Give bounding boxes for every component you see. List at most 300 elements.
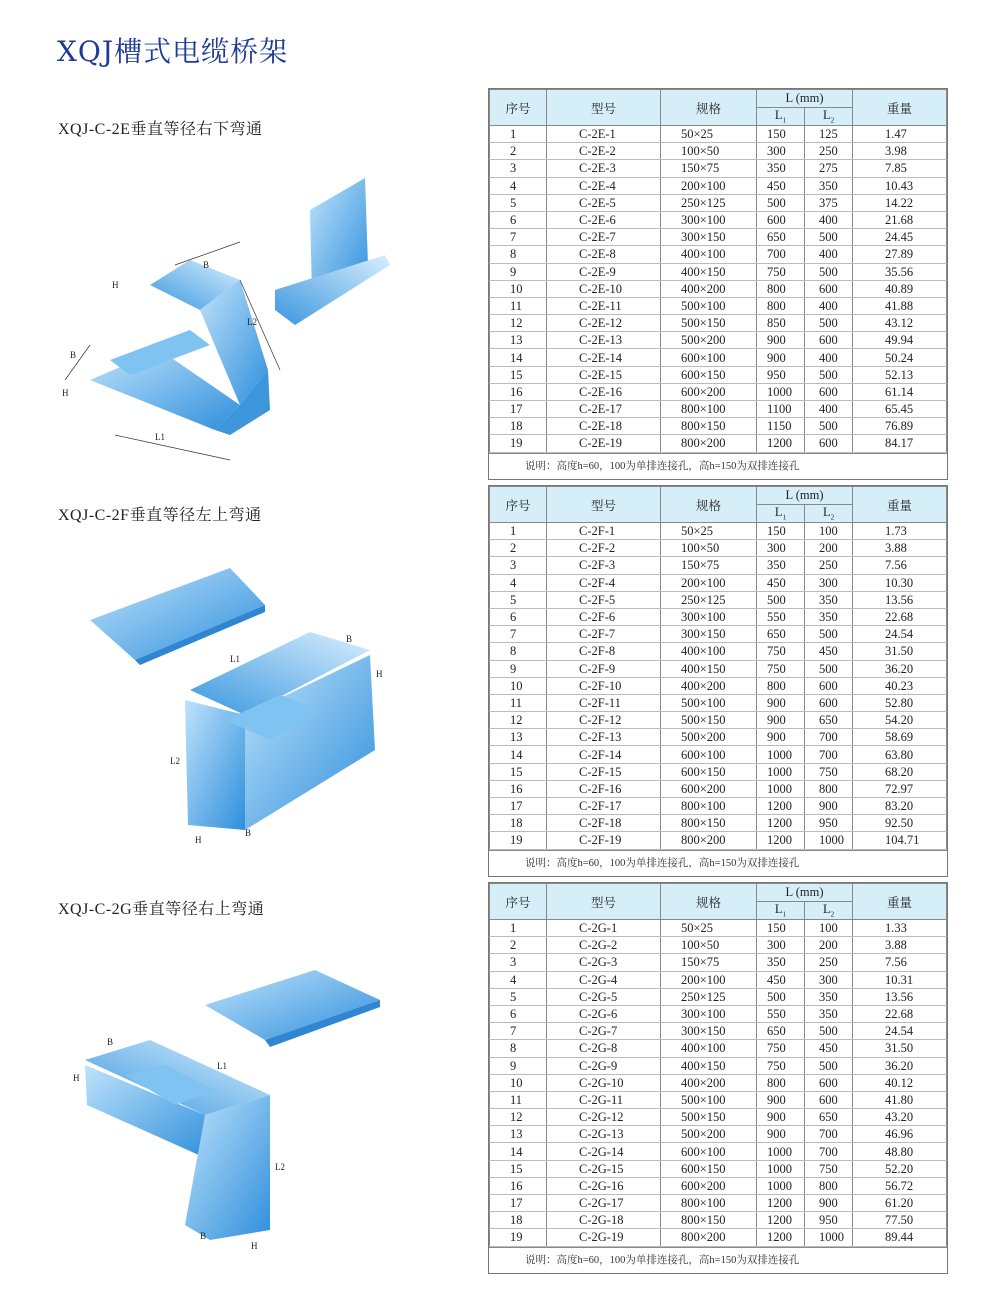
header-model: 型号 [547, 884, 661, 920]
cell-l1: 900 [757, 1109, 805, 1126]
cell-l1: 1000 [757, 383, 805, 400]
cell-l2: 400 [805, 297, 853, 314]
cell-l1: 750 [757, 1057, 805, 1074]
cell-model: C-2F-14 [547, 746, 661, 763]
cell-no: 13 [490, 1126, 547, 1143]
cell-l1: 650 [757, 1023, 805, 1040]
cell-model: C-2F-17 [547, 798, 661, 815]
cell-no: 1 [490, 126, 547, 143]
cell-weight: 49.94 [853, 332, 947, 349]
cell-l1: 1200 [757, 832, 805, 849]
cell-no: 3 [490, 160, 547, 177]
cell-l1: 900 [757, 712, 805, 729]
header-weight: 重量 [853, 884, 947, 920]
cell-l2: 800 [805, 780, 853, 797]
cell-model: C-2F-12 [547, 712, 661, 729]
page-title: XQJ槽式电缆桥架 [57, 35, 289, 68]
cell-no: 9 [490, 1057, 547, 1074]
table-row [490, 1229, 947, 1246]
dim-label-h: H [376, 669, 383, 679]
header-l2-text: L [822, 108, 831, 123]
cell-l2: 500 [805, 1023, 853, 1040]
cell-l2: 500 [805, 366, 853, 383]
dim-label-l2: L2 [170, 756, 180, 766]
cell-model: C-2E-16 [547, 383, 661, 400]
cell-weight: 63.80 [853, 746, 947, 763]
header-l1-sub: 1 [782, 513, 787, 522]
cell-model: C-2E-18 [547, 418, 661, 435]
cell-weight: 61.20 [853, 1195, 947, 1212]
cell-l2: 650 [805, 1109, 853, 1126]
cell-l1: 300 [757, 937, 805, 954]
cell-no: 8 [490, 246, 547, 263]
cell-no: 2 [490, 937, 547, 954]
header-l1-text: L [774, 505, 783, 520]
cell-l2: 600 [805, 1074, 853, 1091]
cell-model: C-2E-8 [547, 246, 661, 263]
cell-spec: 600×100 [661, 1143, 757, 1160]
cell-spec: 200×100 [661, 574, 757, 591]
header-no: 序号 [490, 487, 547, 523]
cell-l2: 350 [805, 591, 853, 608]
table-row [490, 435, 947, 452]
table-row [490, 746, 947, 763]
cell-spec: 400×150 [661, 263, 757, 280]
cell-model: C-2G-14 [547, 1143, 661, 1160]
cell-spec: 100×50 [661, 540, 757, 557]
section-title-2e: XQJ-C-2E垂直等径右下弯通 [58, 121, 263, 138]
cell-l2: 400 [805, 401, 853, 418]
cell-l1: 750 [757, 1040, 805, 1057]
tray-drawing-2g [65, 965, 395, 1255]
cell-no: 18 [490, 418, 547, 435]
cell-l1: 150 [757, 523, 805, 540]
cell-no: 12 [490, 712, 547, 729]
cell-spec: 500×150 [661, 1109, 757, 1126]
cell-weight: 21.68 [853, 211, 947, 228]
cell-spec: 600×100 [661, 349, 757, 366]
table-row [490, 920, 947, 937]
cell-spec: 500×100 [661, 1091, 757, 1108]
cell-model: C-2F-6 [547, 608, 661, 625]
cell-l1: 800 [757, 280, 805, 297]
header-spec: 规格 [661, 90, 757, 126]
cell-spec: 600×200 [661, 383, 757, 400]
cell-l2: 600 [805, 1091, 853, 1108]
cell-spec: 800×150 [661, 1212, 757, 1229]
cell-model: C-2F-19 [547, 832, 661, 849]
header-model: 型号 [547, 487, 661, 523]
cell-model: C-2F-18 [547, 815, 661, 832]
table-row [490, 591, 947, 608]
header-l2 [805, 902, 853, 920]
cell-no: 6 [490, 608, 547, 625]
table-note: 说明：高度h=60，100为单排连接孔，高h=150为双排连接孔 [489, 453, 947, 479]
dim-label-l1: L1 [155, 432, 165, 442]
cell-no: 3 [490, 954, 547, 971]
cell-l1: 750 [757, 660, 805, 677]
cell-l1: 1200 [757, 815, 805, 832]
cell-l2: 700 [805, 1143, 853, 1160]
cell-model: C-2E-11 [547, 297, 661, 314]
cell-weight: 76.89 [853, 418, 947, 435]
cell-no: 8 [490, 1040, 547, 1057]
cell-spec: 50×25 [661, 126, 757, 143]
cell-l1: 350 [757, 557, 805, 574]
cell-spec: 400×100 [661, 246, 757, 263]
header-l1-text: L [774, 108, 783, 123]
table-row [490, 211, 947, 228]
cell-l1: 1000 [757, 1177, 805, 1194]
cell-spec: 600×150 [661, 763, 757, 780]
section-title-2g: XQJ-C-2G垂直等径右上弯通 [58, 901, 265, 918]
cell-weight: 35.56 [853, 263, 947, 280]
cell-l2: 500 [805, 263, 853, 280]
cell-l2: 500 [805, 1057, 853, 1074]
header-row [490, 487, 947, 505]
table-row [490, 297, 947, 314]
cell-spec: 150×75 [661, 954, 757, 971]
header-row [490, 884, 947, 902]
cell-model: C-2F-3 [547, 557, 661, 574]
elbow-body [85, 1040, 270, 1240]
cell-l2: 500 [805, 315, 853, 332]
cell-no: 3 [490, 557, 547, 574]
table-row [490, 280, 947, 297]
cell-spec: 500×200 [661, 1126, 757, 1143]
cell-weight: 24.54 [853, 626, 947, 643]
dim-label-h: H [251, 1241, 258, 1251]
cell-no: 14 [490, 746, 547, 763]
cell-weight: 52.80 [853, 694, 947, 711]
table-row [490, 798, 947, 815]
cell-l2: 600 [805, 694, 853, 711]
table [489, 89, 947, 453]
cell-spec: 400×200 [661, 280, 757, 297]
cell-l2: 600 [805, 677, 853, 694]
cell-spec: 600×200 [661, 1177, 757, 1194]
cell-weight: 52.13 [853, 366, 947, 383]
cell-spec: 500×200 [661, 332, 757, 349]
table-row [490, 366, 947, 383]
table-row [490, 763, 947, 780]
cell-no: 15 [490, 366, 547, 383]
cell-spec: 150×75 [661, 557, 757, 574]
cell-weight: 13.56 [853, 988, 947, 1005]
cell-l1: 1000 [757, 746, 805, 763]
cell-spec: 300×100 [661, 1005, 757, 1022]
elbow-body [185, 632, 375, 830]
cell-no: 4 [490, 971, 547, 988]
spec-table-2e [488, 88, 948, 480]
cell-model: C-2F-16 [547, 780, 661, 797]
header-no: 序号 [490, 90, 547, 126]
cell-model: C-2E-7 [547, 229, 661, 246]
table-row [490, 574, 947, 591]
cell-model: C-2F-1 [547, 523, 661, 540]
table-row [490, 1074, 947, 1091]
cell-no: 11 [490, 297, 547, 314]
cell-l2: 275 [805, 160, 853, 177]
cell-model: C-2E-3 [547, 160, 661, 177]
cell-weight: 72.97 [853, 780, 947, 797]
cell-l2: 900 [805, 1195, 853, 1212]
table-row [490, 954, 947, 971]
cell-weight: 10.31 [853, 971, 947, 988]
cell-no: 16 [490, 780, 547, 797]
table-note: 说明：高度h=60，100为单排连接孔，高h=150为双排连接孔 [489, 1247, 947, 1273]
cell-spec: 300×150 [661, 229, 757, 246]
table-row [490, 401, 947, 418]
dim-label-b: B [200, 1231, 207, 1241]
cell-no: 11 [490, 694, 547, 711]
cell-weight: 46.96 [853, 1126, 947, 1143]
cell-no: 13 [490, 729, 547, 746]
table-row [490, 660, 947, 677]
cell-model: C-2G-9 [547, 1057, 661, 1074]
cell-l2: 200 [805, 540, 853, 557]
cell-l2: 950 [805, 815, 853, 832]
cell-model: C-2E-19 [547, 435, 661, 452]
header-l: L (mm) [757, 884, 853, 902]
cell-l1: 1200 [757, 1212, 805, 1229]
cell-spec: 800×200 [661, 832, 757, 849]
cell-no: 7 [490, 626, 547, 643]
cell-l1: 450 [757, 177, 805, 194]
cell-no: 1 [490, 523, 547, 540]
header-l2 [805, 108, 853, 126]
cell-no: 17 [490, 1195, 547, 1212]
cell-l2: 600 [805, 435, 853, 452]
cell-weight: 3.98 [853, 143, 947, 160]
cell-spec: 250×125 [661, 591, 757, 608]
table-row [490, 263, 947, 280]
cell-spec: 400×200 [661, 1074, 757, 1091]
cell-model: C-2E-4 [547, 177, 661, 194]
header-l2-text: L [822, 902, 831, 917]
dim-label-h: H [73, 1073, 80, 1083]
table-row [490, 1005, 947, 1022]
section-title-2f: XQJ-C-2F垂直等径左上弯通 [58, 507, 262, 524]
cell-l1: 700 [757, 246, 805, 263]
cell-no: 18 [490, 1212, 547, 1229]
dim-label-l2: L2 [275, 1162, 285, 1172]
header-l1-sub: 1 [782, 910, 787, 919]
cell-l1: 300 [757, 540, 805, 557]
header-weight: 重量 [853, 90, 947, 126]
table-row [490, 729, 947, 746]
cell-weight: 43.20 [853, 1109, 947, 1126]
header-l1-sub: 1 [782, 116, 787, 125]
cell-weight: 41.88 [853, 297, 947, 314]
header-l1 [757, 902, 805, 920]
cell-l2: 250 [805, 954, 853, 971]
cell-model: C-2G-16 [547, 1177, 661, 1194]
cell-model: C-2G-10 [547, 1074, 661, 1091]
cell-model: C-2G-13 [547, 1126, 661, 1143]
header-model: 型号 [547, 90, 661, 126]
cell-spec: 500×150 [661, 712, 757, 729]
cell-weight: 1.33 [853, 920, 947, 937]
cell-weight: 1.73 [853, 523, 947, 540]
cell-weight: 22.68 [853, 608, 947, 625]
cell-model: C-2G-6 [547, 1005, 661, 1022]
table-row [490, 126, 947, 143]
cell-l1: 1000 [757, 1143, 805, 1160]
cell-l1: 750 [757, 643, 805, 660]
dim-label-h: H [112, 280, 119, 290]
cell-weight: 7.85 [853, 160, 947, 177]
cell-model: C-2G-2 [547, 937, 661, 954]
cell-model: C-2F-9 [547, 660, 661, 677]
cell-no: 4 [490, 574, 547, 591]
cell-model: C-2E-13 [547, 332, 661, 349]
cell-l1: 850 [757, 315, 805, 332]
header-l1 [757, 505, 805, 523]
cell-model: C-2E-6 [547, 211, 661, 228]
table-row [490, 523, 947, 540]
cell-l1: 550 [757, 1005, 805, 1022]
dim-label-l2: L2 [247, 317, 257, 327]
cell-l1: 450 [757, 971, 805, 988]
table-row [490, 1212, 947, 1229]
cell-weight: 3.88 [853, 540, 947, 557]
cell-model: C-2E-17 [547, 401, 661, 418]
cell-l1: 1200 [757, 798, 805, 815]
cell-l1: 500 [757, 194, 805, 211]
cell-spec: 100×50 [661, 937, 757, 954]
cell-no: 16 [490, 1177, 547, 1194]
cell-l2: 600 [805, 383, 853, 400]
cell-l1: 1200 [757, 435, 805, 452]
cell-no: 9 [490, 263, 547, 280]
cell-model: C-2E-2 [547, 143, 661, 160]
table-row [490, 540, 947, 557]
cell-weight: 92.50 [853, 815, 947, 832]
cell-l2: 100 [805, 523, 853, 540]
header-l2-sub: 2 [830, 910, 835, 919]
cell-spec: 500×200 [661, 729, 757, 746]
cell-spec: 400×150 [661, 1057, 757, 1074]
table-row [490, 383, 947, 400]
dim-label-b: B [107, 1037, 114, 1047]
cell-l1: 1150 [757, 418, 805, 435]
cell-l2: 500 [805, 660, 853, 677]
cell-l2: 1000 [805, 832, 853, 849]
cell-l1: 800 [757, 297, 805, 314]
dim-label-b: B [346, 634, 353, 644]
cell-weight: 41.80 [853, 1091, 947, 1108]
cell-model: C-2F-2 [547, 540, 661, 557]
cell-l2: 450 [805, 1040, 853, 1057]
header-no: 序号 [490, 884, 547, 920]
cell-spec: 50×25 [661, 523, 757, 540]
dim-label-h: H [195, 835, 202, 845]
dim-label-l1: L1 [230, 654, 240, 664]
cell-l1: 300 [757, 143, 805, 160]
cell-l2: 900 [805, 798, 853, 815]
cell-spec: 800×100 [661, 401, 757, 418]
cell-l1: 450 [757, 574, 805, 591]
cell-spec: 100×50 [661, 143, 757, 160]
cell-weight: 27.89 [853, 246, 947, 263]
cell-l1: 650 [757, 229, 805, 246]
cell-l1: 150 [757, 920, 805, 937]
table-row [490, 349, 947, 366]
cell-l1: 1200 [757, 1195, 805, 1212]
cell-weight: 36.20 [853, 660, 947, 677]
cell-model: C-2F-13 [547, 729, 661, 746]
cell-weight: 104.71 [853, 832, 947, 849]
cell-l1: 350 [757, 954, 805, 971]
cell-weight: 84.17 [853, 435, 947, 452]
cell-spec: 150×75 [661, 160, 757, 177]
cell-weight: 3.88 [853, 937, 947, 954]
cell-l1: 750 [757, 263, 805, 280]
table-row [490, 246, 947, 263]
cell-no: 9 [490, 660, 547, 677]
table-row [490, 229, 947, 246]
cell-weight: 40.89 [853, 280, 947, 297]
cell-weight: 43.12 [853, 315, 947, 332]
cell-l2: 750 [805, 763, 853, 780]
cell-model: C-2G-17 [547, 1195, 661, 1212]
cell-l1: 900 [757, 729, 805, 746]
cell-l1: 1000 [757, 763, 805, 780]
table-row [490, 780, 947, 797]
cell-l1: 650 [757, 626, 805, 643]
cell-no: 14 [490, 349, 547, 366]
table-row [490, 557, 947, 574]
table-row [490, 1177, 947, 1194]
cell-spec: 300×100 [661, 608, 757, 625]
cell-spec: 600×200 [661, 780, 757, 797]
cell-weight: 24.54 [853, 1023, 947, 1040]
cell-weight: 40.23 [853, 677, 947, 694]
header-l2-text: L [822, 505, 831, 520]
cell-l1: 900 [757, 1126, 805, 1143]
cell-l1: 350 [757, 160, 805, 177]
cell-model: C-2G-7 [547, 1023, 661, 1040]
cell-spec: 400×200 [661, 677, 757, 694]
cell-weight: 61.14 [853, 383, 947, 400]
cell-model: C-2G-4 [547, 971, 661, 988]
cell-spec: 800×200 [661, 435, 757, 452]
cell-l2: 300 [805, 971, 853, 988]
cell-l2: 350 [805, 177, 853, 194]
table-row [490, 160, 947, 177]
cell-weight: 31.50 [853, 1040, 947, 1057]
cell-spec: 200×100 [661, 971, 757, 988]
cell-l2: 600 [805, 280, 853, 297]
cell-l1: 1100 [757, 401, 805, 418]
header-l1 [757, 108, 805, 126]
cell-spec: 800×100 [661, 1195, 757, 1212]
cell-weight: 77.50 [853, 1212, 947, 1229]
cell-spec: 800×150 [661, 815, 757, 832]
cell-weight: 13.56 [853, 591, 947, 608]
cell-model: C-2E-14 [547, 349, 661, 366]
cell-l2: 300 [805, 574, 853, 591]
table-row [490, 177, 947, 194]
cell-spec: 300×150 [661, 626, 757, 643]
cell-l2: 500 [805, 418, 853, 435]
dim-label-b: B [70, 350, 77, 360]
cell-no: 10 [490, 1074, 547, 1091]
cell-l1: 600 [757, 211, 805, 228]
cell-weight: 24.45 [853, 229, 947, 246]
cell-l2: 800 [805, 1177, 853, 1194]
